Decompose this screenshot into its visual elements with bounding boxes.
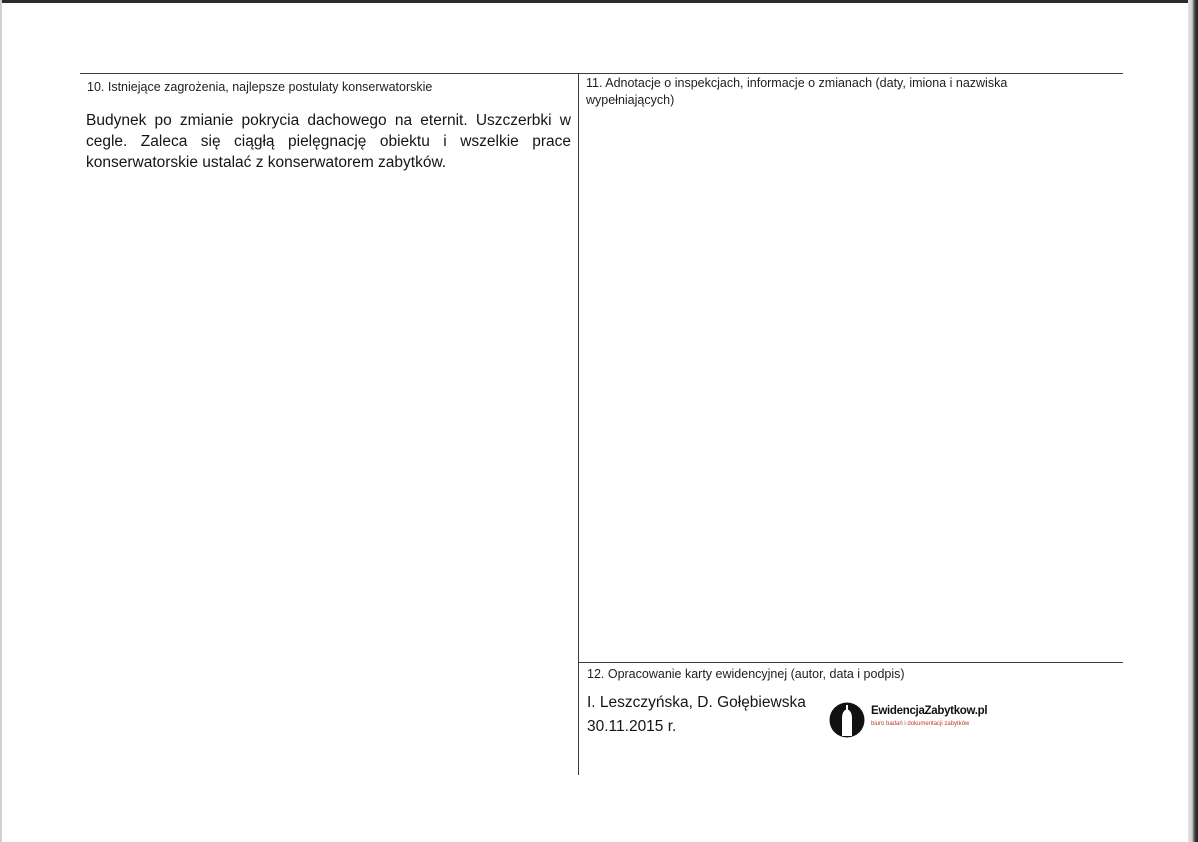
- logo-subtitle: biuro badań i dokumentacji zabytków: [871, 721, 970, 727]
- column-divider: [578, 73, 579, 775]
- scan-edge-right: [1188, 0, 1198, 842]
- card-date: 30.11.2015 r.: [587, 718, 677, 735]
- logo-title: EwidencjaZabytkow.pl: [871, 705, 988, 717]
- section10-text: Budynek po zmianie pokrycia dachowego na eternit. Uszczerbki w cegle. Zaleca się ciągłą pielęgnację obiektu i wszelkie prace konserwatorskie ustalać z konserwatorem zabytków.: [86, 112, 571, 171]
- section10-label: 10. Istniejące zagrożenia, najlepsze postulaty konserwatorskie: [87, 80, 433, 94]
- section12-rule: [578, 662, 1123, 663]
- scan-edge-left: [0, 0, 2, 842]
- section12-label: 12. Opracowanie karty ewidencyjnej (autor, data i podpis): [587, 667, 905, 681]
- scan-edge-top: [0, 0, 1198, 3]
- ewidencja-logo: [829, 700, 999, 740]
- author-names: I. Leszczyńska, D. Gołębiewska: [587, 694, 806, 711]
- monument-logo-icon: [829, 702, 865, 738]
- section11-label: 11. Adnotacje o inspekcjach, informacje o zmianach (daty, imiona i nazwiska wypełniających): [586, 76, 1008, 107]
- top-rule: [80, 73, 1123, 74]
